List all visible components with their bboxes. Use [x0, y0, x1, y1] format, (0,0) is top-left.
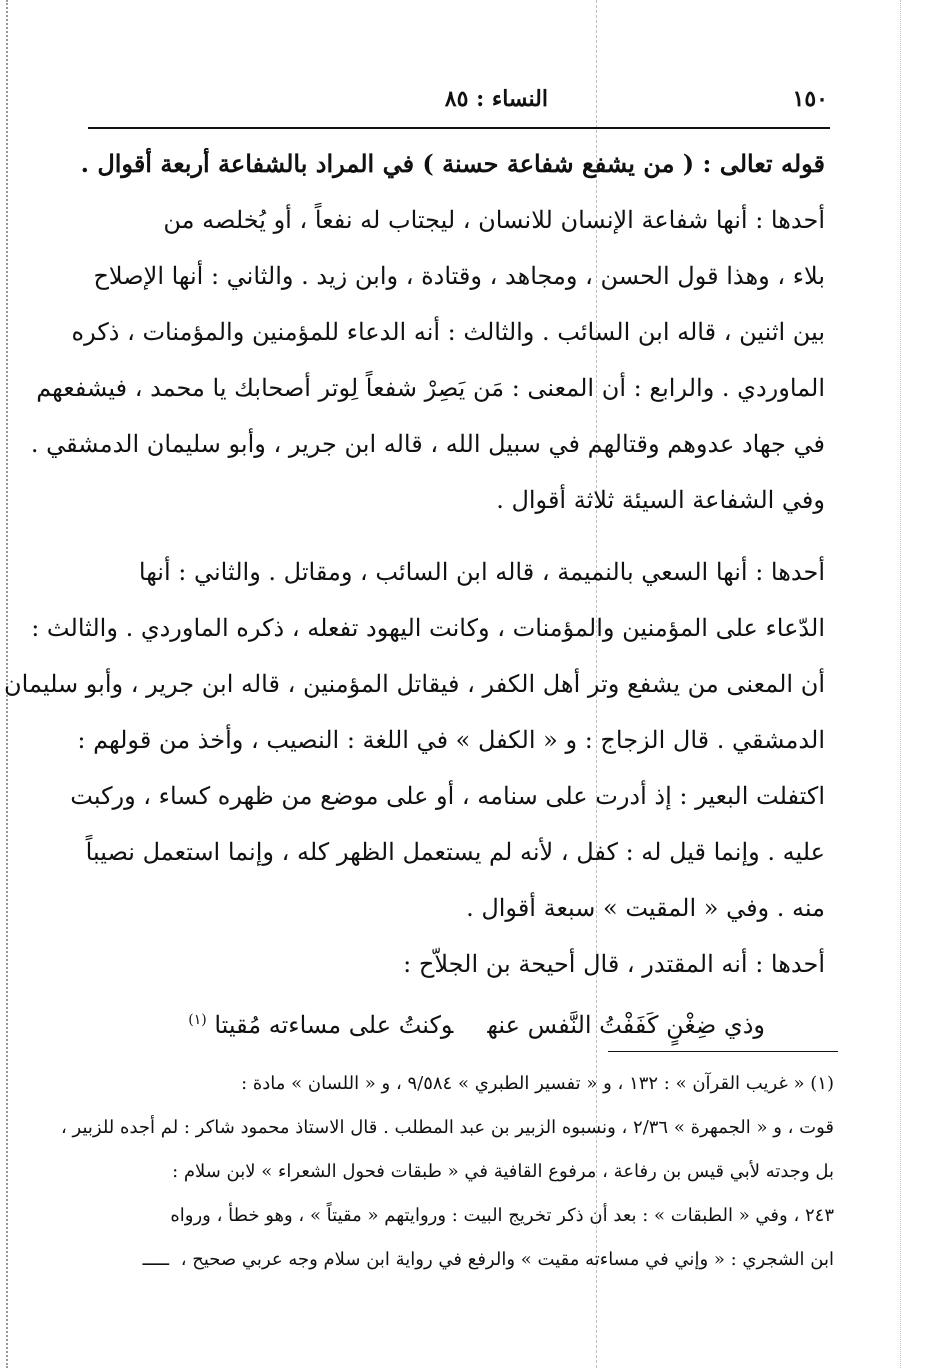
text-line: قوله تعالى : ( من يشفع شفاعة حسنة ) في المراد بالشفاعة أربعة أقوال .	[80, 149, 825, 178]
page-number: ١٥٠	[792, 86, 828, 112]
verse-hemistich-1: وذي ضِغْنٍ كَفَفْتُ النَّفس عنه	[487, 1011, 765, 1039]
text-line: الماوردي . والرابع : أن المعنى : مَن يَصِرْ شفعاً لِوتر أصحابك يا محمد ، فيشفعهم	[36, 374, 825, 402]
footnote-line: ابن الشجري : « وإني في مساءته مقيت » والرفع في رواية ابن سلام وجه عربي صحيح ،	[180, 1249, 834, 1270]
text-line: أحدها : أنه المقتدر ، قال أحيحة بن الجلاّح :	[403, 950, 825, 978]
page-edge-right	[900, 0, 901, 1368]
text-line: أن المعنى من يشفع وتر أهل الكفر ، فيقاتل المؤمنين ، قاله ابن جرير ، وأبو سليمان	[4, 670, 825, 698]
text-line: في جهاد عدوهم وقتالهم في سبيل الله ، قاله ابن جرير ، وأبو سليمان الدمشقي .	[30, 430, 825, 458]
text-line: منه . وفي « المقيت » سبعة أقوال .	[466, 894, 825, 922]
continuation-mark: ـــــ	[142, 1249, 169, 1270]
main-text	[4, 136, 825, 1048]
verse-hemistich-2: وكنتُ على مساءته مُقيتا	[214, 1011, 454, 1039]
footnotes	[61, 1062, 834, 1282]
text-line: الدمشقي . قال الزجاج : و « الكفل » في اللغة : النصيب ، وأخذ من قولهم :	[77, 726, 825, 754]
footnote-rule	[608, 1051, 838, 1052]
text-line: بين اثنين ، قاله ابن السائب . والثالث : أنه الدعاء للمؤمنين والمؤمنات ، ذكره	[71, 318, 825, 346]
text-line: أحدها : أنها شفاعة الإنسان للانسان ، ليجتاب له نفعاً ، أو يُخلصه من	[163, 206, 825, 234]
page-header	[88, 86, 828, 126]
paragraph-gap	[92, 528, 825, 544]
poetry-verse	[92, 992, 825, 1048]
footnote-line: (١) « غريب القرآن » : ١٣٢ ، و « تفسير الطبري » ٩/٥٨٤ ، و « اللسان » مادة :	[241, 1073, 834, 1094]
text-line: اكتفلت البعير : إذ أدرت على سنامه ، أو على موضع من ظهره كساء ، وركبت	[70, 782, 825, 810]
footnote-line: ٢٤٣ ، وفي « الطبقات » : بعد أن ذكر تخريج البيت : وروايتهم « مقيتاً » ، وهو خطأ ، ورواه	[170, 1205, 834, 1226]
text-line: عليه . وإنما قيل له : كفل ، لأنه لم يستعمل الظهر كله ، وإنما استعمل نصيباً	[85, 838, 825, 866]
footnote-line-last	[92, 1238, 834, 1282]
text-line: بلاء ، وهذا قول الحسن ، ومجاهد ، وقتادة ، وابن زيد . والثاني : أنها الإصلاح	[93, 262, 825, 290]
text-line: أحدها : أنها السعي بالنميمة ، قاله ابن السائب ، ومقاتل . والثاني : أنها	[138, 558, 825, 586]
footnote-line: قوت ، و « الجمهرة » ٢/٣٦ ، ونسبوه الزبير بن عبد المطلب . قال الاستاذ محمود شاكر : لم أجده للزبير ،	[61, 1117, 834, 1138]
header-rule	[88, 127, 830, 129]
footnote-reference: (١)	[188, 1012, 207, 1028]
running-head: النساء : ٨٥	[444, 86, 548, 112]
text-line: وفي الشفاعة السيئة ثلاثة أقوال .	[496, 486, 825, 514]
footnote-line: بل وجدته لأبي قيس بن رفاعة ، مرفوع القافية في « طبقات فحول الشعراء » لابن سلام :	[172, 1161, 834, 1182]
text-line: الدّعاء على المؤمنين والمؤمنات ، وكانت اليهود تفعله ، ذكره الماوردي . والثالث :	[31, 614, 825, 642]
